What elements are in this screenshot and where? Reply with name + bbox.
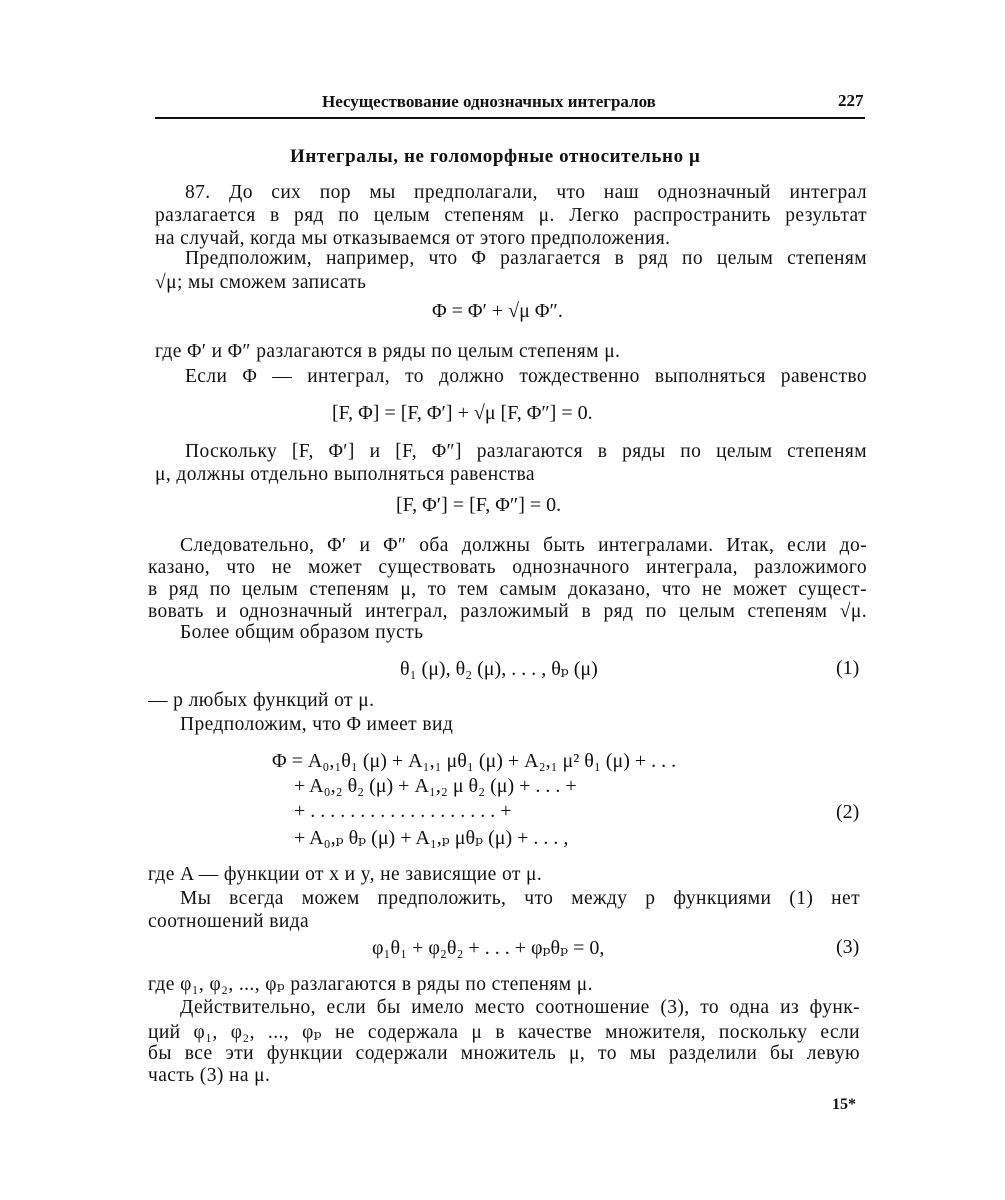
text-line: где Φ′ и Φ″ разлагаются в ряды по целым степеням μ. (155, 341, 621, 362)
text-line: Действительно, если бы имело место соотношение (3), то одна из функ- (180, 997, 860, 1018)
text-line: Следовательно, Φ′ и Φ″ оба должны быть интегралами. Итак, если до- (180, 535, 867, 556)
running-header-title: Несуществование однозначных интегралов (322, 92, 656, 111)
equation-bracket-1: [F, Φ] = [F, Φ′] + √μ [F, Φ″] = 0. (332, 402, 593, 424)
equation-number-1: (1) (836, 657, 860, 679)
equation-3: φ₁θ₁ + φ₂θ₂ + . . . + φₚθₚ = 0, (372, 937, 605, 959)
equation-number-2: (2) (836, 801, 860, 823)
text-line: в ряд по целым степеням μ, то тем самым доказано, что не может сущест- (148, 579, 867, 600)
equation-2-line: + A₀,ₚ θₚ (μ) + A₁,ₚ μθₚ (μ) + . . . , (294, 827, 569, 849)
equation-phi: Φ = Φ′ + √μ Φ″. (432, 300, 563, 322)
text-line: Предположим, что Φ имеет вид (180, 714, 454, 735)
equation-number-3: (3) (836, 936, 860, 958)
text-line: √μ; мы сможем записать (155, 272, 367, 293)
text-line: Поскольку [F, Φ′] и [F, Φ″] разлагаются в ряды по целым степеням (185, 441, 867, 462)
text-line: Предположим, например, что Φ разлагается в ряд по целым степеням (185, 248, 867, 269)
section-title: Интегралы, не голоморфные относительно μ (290, 146, 701, 167)
text-line: часть (3) на μ. (148, 1065, 271, 1086)
text-line: соотношений вида (148, 911, 310, 932)
text-line: Если Φ — интеграл, то должно тождественно выполняться равенство (185, 366, 867, 387)
equation-bracket-2: [F, Φ′] = [F, Φ″] = 0. (396, 494, 562, 516)
equation-1: θ₁ (μ), θ₂ (μ), . . . , θₚ (μ) (400, 658, 598, 680)
text-line: μ, должны отдельно выполняться равенства (155, 464, 535, 485)
text-line: казано, что не может существовать однозначного интеграла, разложимого (148, 557, 867, 578)
equation-2-line: + A₀,₂ θ₂ (μ) + A₁,₂ μ θ₂ (μ) + . . . + (294, 775, 577, 797)
text-line: где A — функции от x и y, не зависящие от μ. (148, 864, 543, 885)
equation-2-line: Φ = A₀,₁θ₁ (μ) + A₁,₁ μθ₁ (μ) + A₂,₁ μ² θ₁ (μ) + . . . (272, 750, 677, 772)
equation-2-line: + . . . . . . . . . . . . . . . . . . . + (294, 800, 512, 822)
text-line: разлагается в ряд по целым степеням μ. Легко распространить результат (155, 205, 867, 226)
text-line: — p любых функций от μ. (148, 690, 375, 711)
text-line: Мы всегда можем предположить, что между p функциями (1) нет (180, 888, 860, 909)
printer-signature: 15* (832, 1096, 856, 1113)
text-line: Более общим образом пусть (180, 622, 424, 643)
text-line: бы все эти функции содержали множитель μ, то мы разделили бы левую (148, 1043, 860, 1064)
text-line: 87. До сих пор мы предполагали, что наш однозначный интеграл (185, 182, 867, 203)
text-line: ций φ₁, φ₂, ..., φₚ не содержала μ в качестве множителя, поскольку если (148, 1022, 860, 1043)
page-number: 227 (838, 91, 864, 110)
header-rule (155, 117, 865, 119)
text-line: вовать и однозначный интеграл, разложимый в ряд по целым степеням √μ. (148, 601, 867, 622)
text-line: на случай, когда мы отказываемся от этого предположения. (155, 228, 671, 249)
text-line: где φ₁, φ₂, ..., φₚ разлагаются в ряды по степеням μ. (148, 974, 593, 995)
